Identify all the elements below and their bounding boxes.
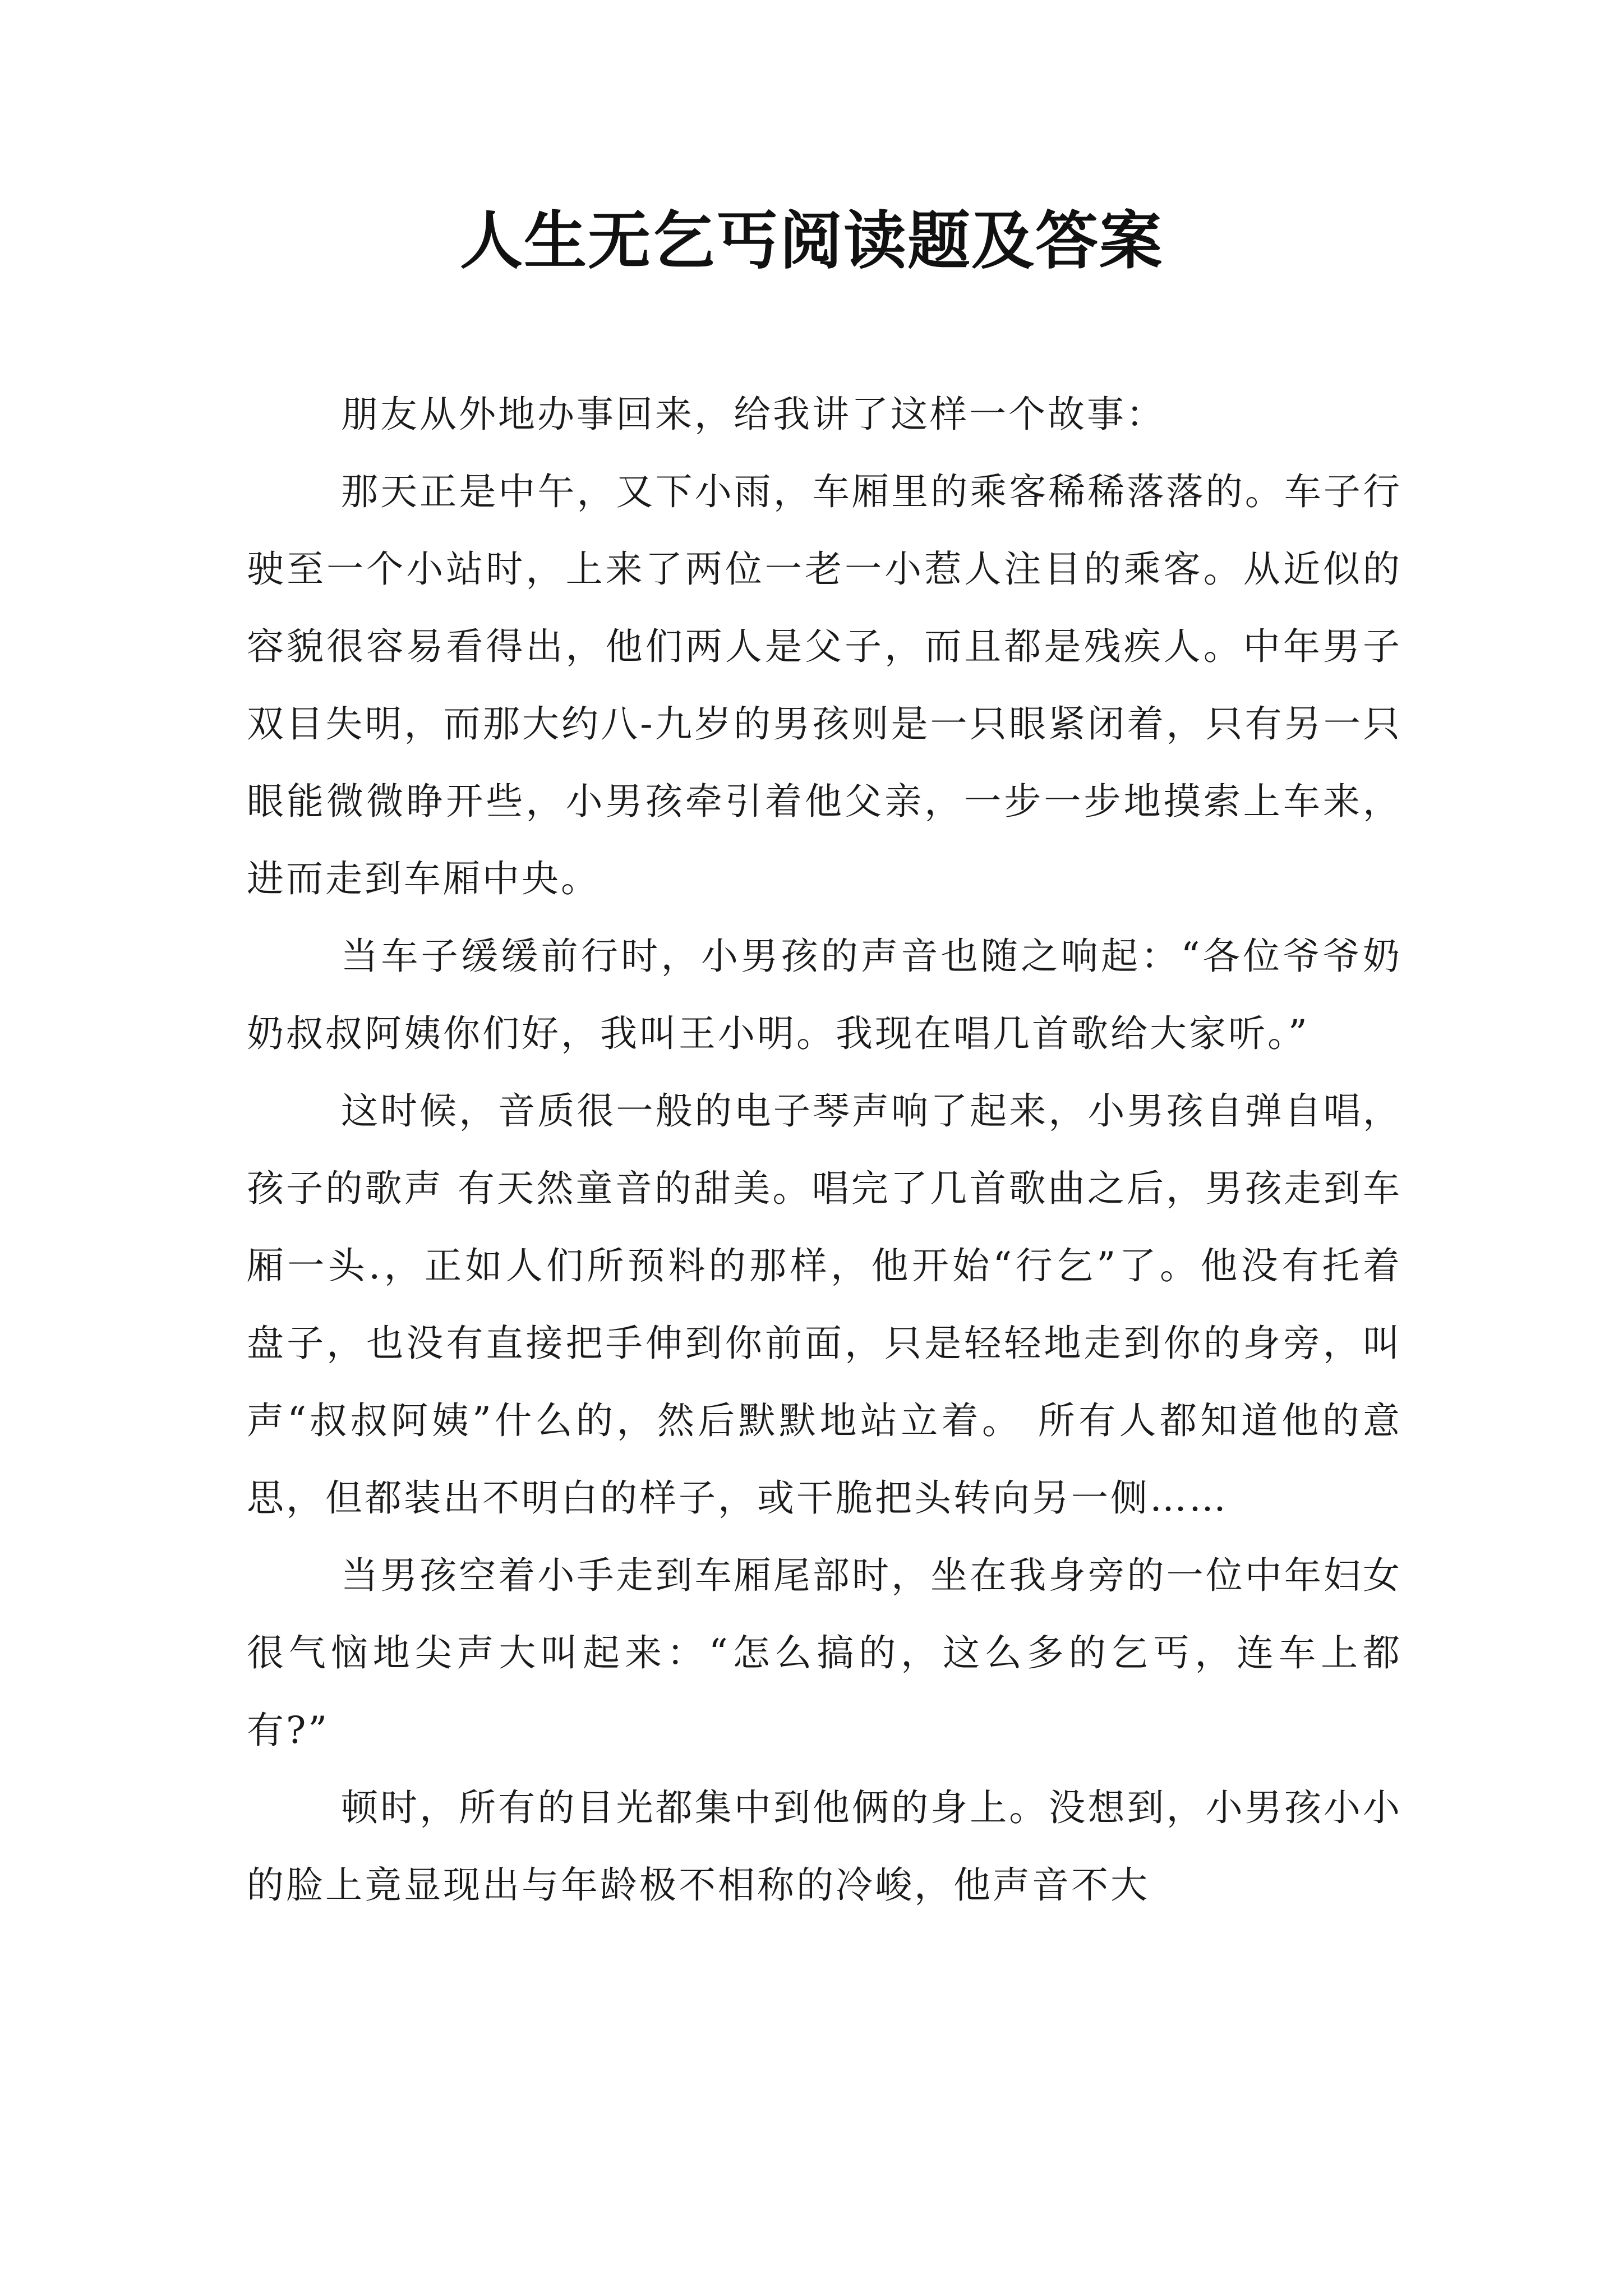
paragraph-6: 顿时，所有的目光都集中到他俩的身上。没想到，小男孩小小的脸上竟显现出与年龄极不相称的冷峻，他声音不大 [247, 1786, 1402, 1907]
document-title: 人生无乞丐阅读题及答案 [460, 204, 1163, 278]
paragraph-5: 当男孩空着小手走到车厢尾部时，坐在我身旁的一位中年妇女很气恼地尖声大叫起来：“怎么搞的，这么多的乞丐，连车上都有?” [247, 1554, 1402, 1752]
paragraph-1: 朋友从外地办事回来，给我讲了这样一个故事： [341, 393, 1165, 436]
paragraph-2: 那天正是中午，又下小雨，车厢里的乘客稀稀落落的。车子行驶至一个小站时，上来了两位一老一小惹人注目的乘客。从近似的容貌很容易看得出，他们两人是父子，而且都是残疾人。中年男子双目失明，而那大约八-九岁的男孩则是一只眼紧闭着，只有另一只眼能微微睁开些，小男孩牵引着他父亲，一步一步地摸索上车来，进而走到车厢中央。 [247, 470, 1402, 900]
paragraph-3: 当车子缓缓前行时，小男孩的声音也随之响起：“各位爷爷奶奶叔叔阿姨你们好，我叫王小明。我现在唱几首歌给大家听。” [247, 935, 1402, 1055]
paragraph-4: 这时候，音质很一般的电子琴声响了起来，小男孩自弹自唱，孩子的歌声 有天然童音的甜美。唱完了几首歌曲之后，男孩走到车厢一头.，正如人们所预料的那样，他开始“行乞”了。他没有托着盘子，也没有直接把手伸到你前面，只是轻轻地走到你的身旁，叫声“叔叔阿姨”什么的，然后默默地站立着。 所有人都知道他的意思，但都装出不明白的样子，或干脆把头转向另一侧…… [247, 1089, 1402, 1520]
document-body [247, 376, 1402, 1924]
